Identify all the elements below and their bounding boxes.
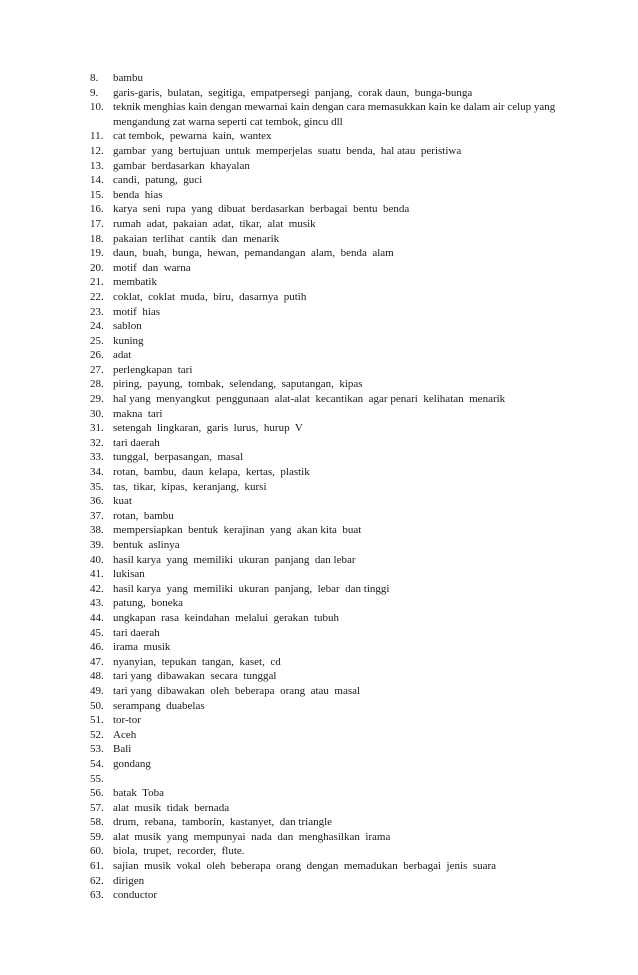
item-number: 59. (90, 830, 104, 843)
list-item (90, 86, 590, 101)
list-item (90, 859, 590, 874)
item-number: 17. (90, 217, 104, 230)
item-number: 54. (90, 757, 104, 770)
list-item (90, 494, 590, 509)
item-number: 9. (90, 86, 99, 99)
item-text: gondang (113, 757, 151, 770)
list-item (90, 71, 590, 86)
item-text: gambar yang bertujuan untuk memperjelas suatu benda, hal atau peristiwa (113, 144, 462, 157)
item-text: patung, boneka (113, 597, 183, 610)
item-text: hal yang menyangkut penggunaan alat-alat kecantikan agar penari kelihatan menarik (113, 393, 506, 406)
item-number: 21. (90, 276, 104, 289)
item-number: 51. (90, 714, 104, 727)
item-text: sablon (113, 320, 142, 333)
item-number: 61. (90, 860, 104, 873)
list-item (90, 669, 590, 684)
item-number: 60. (90, 845, 104, 858)
item-text: cat tembok, pewarna kain, wantex (113, 130, 272, 143)
list-item (90, 202, 590, 217)
list-item (90, 713, 590, 728)
item-text: karya seni rupa yang dibuat berdasarkan berbagai bentu benda (113, 203, 410, 216)
list-item (90, 786, 590, 801)
answer-list (90, 71, 590, 903)
item-number: 25. (90, 334, 104, 347)
item-number: 14. (90, 174, 104, 187)
item-text: Bali (113, 743, 132, 756)
list-item (90, 801, 590, 816)
item-text: alat musik tidak bernada (113, 801, 230, 814)
item-text: piring, payung, tombak, selendang, saputangan, kipas (113, 378, 363, 391)
item-number: 53. (90, 743, 104, 756)
item-text: tari daerah (113, 436, 160, 449)
item-text: mempersiapkan bentuk kerajinan yang akan kita buat (113, 524, 362, 537)
list-item (90, 407, 590, 422)
item-text: Aceh (113, 728, 137, 741)
item-number: 18. (90, 232, 104, 245)
item-text: biola, trupet, recorder, flute. (113, 845, 245, 858)
list-item (90, 480, 590, 495)
list-item (90, 523, 590, 538)
list-item (90, 363, 590, 378)
item-text: candi, patung, guci (113, 174, 203, 187)
item-number: 63. (90, 889, 104, 902)
item-text (113, 772, 590, 787)
list-item (90, 640, 590, 655)
item-number: 38. (90, 524, 104, 537)
item-text: daun, buah, bunga, hewan, pemandangan alam, benda alam (113, 247, 394, 260)
item-text: teknik menghias kain dengan mewarnai kain dengan cara memasukkan kain ke dalam air celup yang mengandung zat warna seperti cat tembok, gincu dll (113, 101, 556, 128)
item-number: 27. (90, 363, 104, 376)
item-number: 45. (90, 626, 104, 639)
item-number: 49. (90, 684, 104, 697)
item-text: makna tari (113, 407, 163, 420)
item-number: 19. (90, 247, 104, 260)
list-item (90, 509, 590, 524)
item-number: 10. (90, 101, 104, 114)
list-item (90, 392, 590, 407)
item-text: tari yang dibawakan secara tunggal (113, 670, 277, 683)
list-item (90, 334, 590, 349)
item-text: kuat (113, 495, 132, 508)
item-number: 41. (90, 568, 104, 581)
item-number: 58. (90, 816, 104, 829)
list-item (90, 246, 590, 261)
item-text: alat musik yang mempunyai nada dan menghasilkan irama (113, 830, 391, 843)
item-text: motif dan warna (113, 261, 191, 274)
item-number: 20. (90, 261, 104, 274)
item-number: 48. (90, 670, 104, 683)
item-text: bambu (113, 72, 143, 84)
item-number: 8. (90, 72, 99, 84)
item-text: motif hias (113, 305, 161, 318)
item-text: hasil karya yang memiliki ukuran panjang, lebar dan tinggi (113, 582, 390, 595)
item-text: bentuk aslinya (113, 539, 180, 551)
item-number: 31. (90, 422, 104, 435)
list-item (90, 173, 590, 188)
item-text: dirigen (113, 874, 145, 887)
list-item (90, 275, 590, 290)
item-number: 40. (90, 553, 104, 566)
item-number: 16. (90, 203, 104, 216)
list-item (90, 655, 590, 670)
item-text: ungkapan rasa keindahan melalui gerakan tubuh (113, 611, 340, 624)
item-text: nyanyian, tepukan tangan, kaset, cd (113, 655, 281, 668)
item-text: garis-garis, bulatan, segitiga, empatpersegi panjang, corak daun, bunga-bunga (113, 86, 473, 99)
item-number: 46. (90, 641, 104, 654)
list-item (90, 582, 590, 597)
list-item (90, 305, 590, 320)
list-item (90, 319, 590, 334)
list-item (90, 699, 590, 714)
item-text: benda hias (113, 188, 163, 201)
item-text: lukisan (113, 568, 145, 581)
list-item (90, 159, 590, 174)
item-text: rumah adat, pakaian adat, tikar, alat musik (113, 217, 316, 230)
item-text: setengah lingkaran, garis lurus, hurup V (113, 422, 303, 435)
item-text: gambar berdasarkan khayalan (113, 159, 250, 172)
item-number: 52. (90, 728, 104, 741)
list-item (90, 144, 590, 159)
list-item (90, 742, 590, 757)
list-item (90, 465, 590, 480)
item-number: 34. (90, 466, 104, 479)
list-item (90, 611, 590, 626)
list-item (90, 815, 590, 830)
item-number: 62. (90, 874, 104, 887)
item-number: 23. (90, 305, 104, 318)
list-item (90, 844, 590, 859)
list-item (90, 728, 590, 743)
item-text: adat (113, 349, 132, 362)
list-item (90, 772, 590, 787)
item-number: 42. (90, 582, 104, 595)
item-text: perlengkapan tari (113, 363, 193, 376)
item-text: sajian musik vokal oleh beberapa orang dengan memadukan berbagai jenis suara (113, 860, 497, 873)
item-text: pakaian terlihat cantik dan menarik (113, 232, 280, 245)
item-number: 33. (90, 451, 104, 464)
item-number: 39. (90, 539, 104, 551)
item-number: 29. (90, 393, 104, 406)
item-number: 15. (90, 188, 104, 201)
item-number: 55. (90, 772, 104, 785)
item-text: kuning (113, 334, 144, 347)
list-item (90, 232, 590, 247)
item-number: 44. (90, 611, 104, 624)
item-text: coklat, coklat muda, biru, dasarnya putih (113, 290, 307, 303)
list-item (90, 188, 590, 203)
list-item (90, 129, 590, 144)
list-item (90, 450, 590, 465)
item-number: 35. (90, 480, 104, 493)
item-text: rotan, bambu (113, 509, 174, 522)
item-text: rotan, bambu, daun kelapa, kertas, plastik (113, 466, 310, 479)
list-item (90, 684, 590, 699)
item-number: 50. (90, 699, 104, 712)
item-number: 22. (90, 290, 104, 303)
list-item (90, 290, 590, 305)
item-text: drum, rebana, tamborin, kastanyet, dan triangle (113, 816, 333, 829)
list-item (90, 830, 590, 845)
list-item (90, 757, 590, 772)
item-number: 32. (90, 436, 104, 449)
list-item (90, 567, 590, 582)
item-number: 24. (90, 320, 104, 333)
item-number: 37. (90, 509, 104, 522)
item-number: 13. (90, 159, 104, 172)
item-number: 30. (90, 407, 104, 420)
list-item (90, 874, 590, 889)
item-number: 28. (90, 378, 104, 391)
item-text: tor-tor (113, 714, 141, 727)
item-number: 57. (90, 801, 104, 814)
item-number: 56. (90, 787, 104, 800)
item-text: tari yang dibawakan oleh beberapa orang atau masal (113, 684, 361, 697)
list-item (90, 888, 590, 903)
item-number: 12. (90, 144, 104, 157)
list-item (90, 436, 590, 451)
list-item (90, 261, 590, 276)
item-text: membatik (113, 276, 157, 289)
item-number: 47. (90, 655, 104, 668)
list-item (90, 377, 590, 392)
item-text: tari daerah (113, 626, 160, 639)
list-item (90, 217, 590, 232)
list-item (90, 553, 590, 568)
item-number: 43. (90, 597, 104, 610)
item-number: 11. (90, 130, 104, 143)
item-text: irama musik (113, 641, 171, 654)
item-number: 26. (90, 349, 104, 362)
list-item (90, 538, 590, 553)
list-item (90, 596, 590, 611)
item-text: batak Toba (113, 787, 164, 800)
list-item (90, 626, 590, 641)
item-text: conductor (113, 889, 157, 902)
list-item (90, 100, 590, 129)
item-text: tunggal, berpasangan, masal (113, 451, 244, 464)
item-text: tas, tikar, kipas, keranjang, kursi (113, 480, 267, 493)
item-text: hasil karya yang memiliki ukuran panjang dan lebar (113, 553, 356, 566)
item-text: serampang duabelas (113, 699, 205, 712)
item-number: 36. (90, 495, 104, 508)
list-item (90, 348, 590, 363)
list-item (90, 421, 590, 436)
